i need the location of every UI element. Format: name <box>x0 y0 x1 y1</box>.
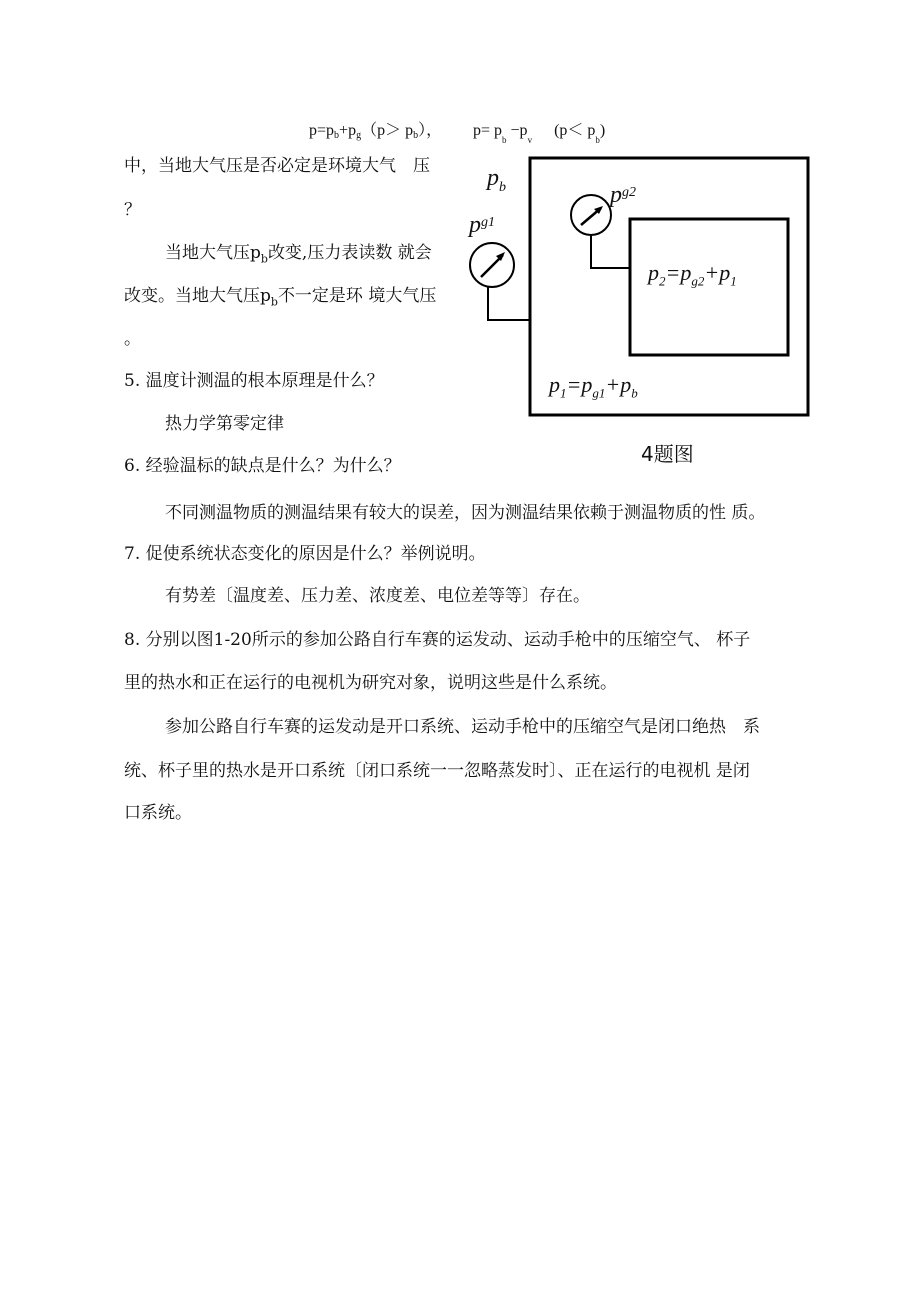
p2-p: p <box>648 260 659 285</box>
formula-plus: + <box>339 122 349 139</box>
gauge-2-pipe <box>591 235 630 268</box>
q8-answer-line2: 统、杯子里的热水是开口系统〔闭口系统一一忽略蒸发时〕、正在运行的电视机 是闭 <box>124 761 750 781</box>
p1-eq: =p <box>566 372 593 397</box>
q8-question-line2: 里的热水和正在运行的电视机为研究对象，说明这些是什么系统。 <box>124 673 617 693</box>
p2-eq: =p <box>665 260 692 285</box>
formula-cond: （p＞ p <box>361 122 414 139</box>
q4-answer-line1 <box>165 242 432 270</box>
p1-gsub: g1 <box>592 385 606 401</box>
q7-answer: 有势差〔温度差、压力差、浓度差、电位差等等〕存在。 <box>165 586 590 606</box>
label-pb-p: p <box>487 165 499 191</box>
formula-eq: = <box>317 122 327 139</box>
q4-question-line2: ？ <box>124 200 141 220</box>
q4-answer-line2-b: 不一定是环 境大气压 <box>277 286 437 306</box>
q4-question-line1: 中，当地大气压是否必定是环境大气 压 <box>124 156 430 176</box>
p2-plus: +p <box>704 260 731 285</box>
formula-p: p <box>473 122 481 139</box>
gauge-1-pipe <box>488 287 530 320</box>
vacuum-pressure-formula <box>473 117 605 145</box>
p1-sub: 1 <box>560 385 567 401</box>
formula-p: p <box>309 122 317 139</box>
formula-close: ) <box>599 122 606 139</box>
q8-answer-line3: 口系统。 <box>124 803 192 823</box>
q8-question-line1: 8. 分别以图1-20所示的参加公路自行车赛的运发动、运动手枪中的压缩空气、 杯子 <box>124 630 751 650</box>
formula-pb: p <box>326 122 335 139</box>
p1-psub: b <box>631 385 638 401</box>
q4-answer-line1-b: 改变,压力表读数 就会 <box>267 243 432 263</box>
p2-gsub: g2 <box>691 273 705 289</box>
gauge-pressure-formula <box>309 117 442 141</box>
formula-pb-sub: b <box>334 130 340 141</box>
formula-pv-sub: v <box>527 135 533 145</box>
q4-answer-line3: 。 <box>124 329 141 349</box>
label-pg1 <box>469 212 495 239</box>
label-pg2 <box>610 182 636 209</box>
q6-question: 6. 经验温标的缺点是什么？为什么？ <box>124 456 401 476</box>
label-pb-sub: b <box>499 179 506 195</box>
formula-pb: p <box>494 122 503 139</box>
q7-question: 7. 促使系统状态变化的原因是什么？举例说明。 <box>124 544 486 564</box>
formula-cond-sub: b <box>595 135 600 145</box>
formula-cond: (p＜ p <box>554 122 596 139</box>
label-p1-equation <box>549 372 638 401</box>
label-pg1-p: p <box>469 212 481 238</box>
q6-answer: 不同测温物质的测温结果有较大的误差，因为测温结果依赖于测温物质的性 质。 <box>165 503 766 523</box>
label-pg2-p: p <box>610 182 622 208</box>
formula-eq: = <box>481 122 495 139</box>
p2-psub: 1 <box>730 273 737 289</box>
q4-answer-line1-a: 当地大气压p <box>165 243 261 263</box>
figure-caption: 4题图 <box>641 442 694 466</box>
p2-sub: 2 <box>659 273 666 289</box>
label-p2-equation <box>648 260 737 289</box>
p1-p: p <box>549 372 560 397</box>
pressure-gauge-diagram <box>455 150 825 470</box>
formula-close: ）， <box>418 122 443 139</box>
q4-answer-line1-sub: b <box>260 252 268 266</box>
p1-plus: +p <box>605 372 632 397</box>
label-pb <box>487 165 506 196</box>
q5-question: 5. 温度计测温的根本原理是什么？ <box>124 371 384 391</box>
q4-answer-line2-a: 改变。当地大气压p <box>124 286 271 306</box>
q4-answer-line2 <box>124 285 436 313</box>
q4-answer-line2-sub: b <box>270 295 278 309</box>
formula-pg: p <box>348 122 357 139</box>
q8-answer-line1: 参加公路自行车赛的运发动是开口系统、运动手枪中的压缩空气是闭口绝热 系 <box>165 717 760 737</box>
formula-cond-sub: b <box>413 130 419 141</box>
formula-pg-sub: g <box>356 130 362 141</box>
label-pg1-sub: g1 <box>481 215 495 230</box>
formula-minus: −p <box>506 122 528 139</box>
formula-pb-sub: b <box>502 135 507 145</box>
label-pg2-sub: g2 <box>622 185 636 200</box>
q5-answer: 热力学第零定律 <box>165 414 284 434</box>
